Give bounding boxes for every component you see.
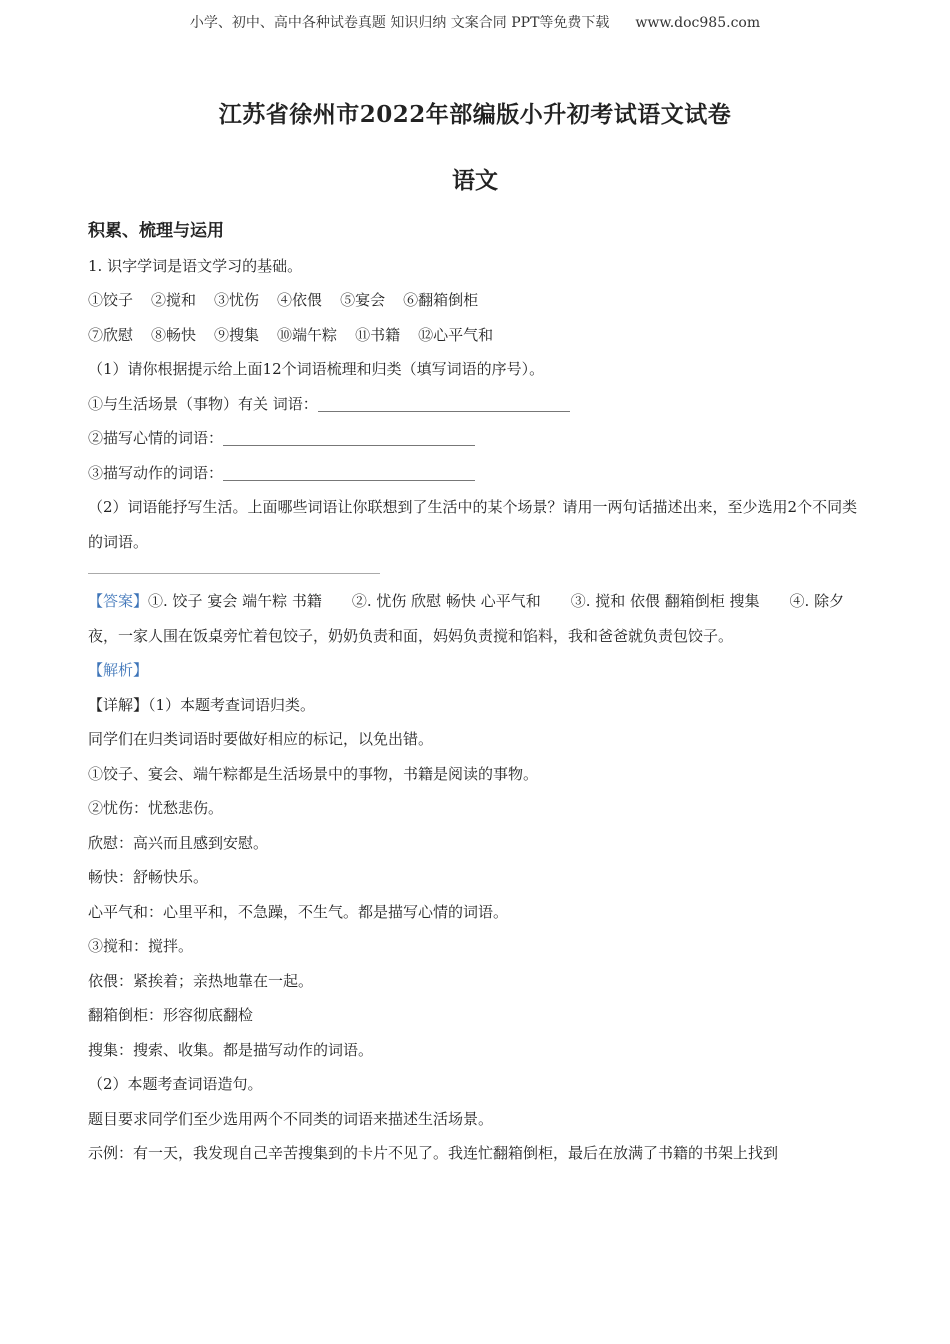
question-part-1: （1）请你根据提示给上面12个词语梳理和归类（填写词语的序号）。 <box>88 360 545 378</box>
analysis-line: 同学们在归类词语时要做好相应的标记，以免出错。 <box>88 730 434 748</box>
word-item: ③忧伤 <box>214 291 260 309</box>
analysis-line: 翻箱倒柜：形容彻底翻检 <box>88 1006 254 1024</box>
word-item: ⑫心平气和 <box>418 325 494 344</box>
word-item: ⑦欣慰 <box>88 325 134 344</box>
analysis-line: ①饺子、宴会、端午粽都是生活场景中的事物，书籍是阅读的事物。 <box>88 764 539 783</box>
answer-blank[interactable] <box>223 464 475 481</box>
word-list-row-1 <box>88 283 868 318</box>
word-item: ⑨搜集 <box>214 325 260 344</box>
answer-block <box>88 584 868 653</box>
fill-blank-label: ②描写心情的词语： <box>88 429 224 447</box>
word-item: ⑥翻箱倒柜 <box>403 291 479 309</box>
word-item: ④依偎 <box>277 291 323 309</box>
word-item: ⑤宴会 <box>340 291 386 309</box>
document-body <box>88 214 868 1171</box>
word-item: ①饺子 <box>88 291 134 309</box>
analysis-line: （2）本题考查词语造句。 <box>88 1075 263 1093</box>
analysis-tag: 【解析】 <box>88 661 149 679</box>
analysis-line: 畅快：舒畅快乐。 <box>88 868 209 886</box>
analysis-line: ③搅和：搅拌。 <box>88 937 194 955</box>
answer-item: ②. 忧伤 欣慰 畅快 心平气和 <box>351 592 541 610</box>
question-stem: 1. 识字学词是语文学习的基础。 <box>88 256 303 275</box>
header-tagline: 小学、初中、高中各种试卷真题 知识归纳 文案合同 PPT等免费下载 <box>189 15 610 31</box>
word-item: ⑪书籍 <box>355 325 401 344</box>
question-part-2: （2）词语能抒写生活。上面哪些词语让你联想到了生活中的某个场景？请用一两句话描述出来，至少选用2个不同类的词语。 <box>88 498 858 551</box>
analysis-line: 题目要求同学们至少选用两个不同类的词语来描述生活场景。 <box>88 1109 494 1128</box>
answer-item: ④. 除夕夜，一家人围在饭桌旁忙着包饺子，奶奶负责和面，妈妈负责搅和馅料，我和爸爸就负责包饺子。 <box>88 592 845 645</box>
analysis-line: 依偎：紧挨着；亲热地靠在一起。 <box>88 971 314 990</box>
answer-blank[interactable] <box>223 429 475 446</box>
analysis-line: 搜集：搜索、收集。都是描写动作的词语。 <box>88 1040 374 1059</box>
answer-item: ③. 搅和 依偎 翻箱倒柜 搜集 <box>570 592 760 610</box>
fill-blank-1 <box>88 387 868 422</box>
section-heading: 积累、梳理与运用 <box>88 221 224 241</box>
fill-blank-label: ③描写动作的词语： <box>88 463 224 482</box>
analysis-line: 欣慰：高兴而且感到安慰。 <box>88 833 269 852</box>
answer-item: ①. 饺子 宴会 端午粽 书籍 <box>148 592 322 610</box>
fill-blank-2 <box>88 421 868 456</box>
header-site-link[interactable]: www.doc985.com <box>635 15 761 31</box>
page-header <box>0 12 950 32</box>
answer-tag: 【答案】 <box>88 592 149 610</box>
analysis-line: 示例：有一天，我发现自己辛苦搜集到的卡片不见了。我连忙翻箱倒柜，最后在放满了书籍的书架上找到 <box>88 1144 779 1162</box>
answer-blank[interactable] <box>318 395 570 412</box>
document-title: 江苏省徐州市2022年部编版小升初考试语文试卷 <box>218 101 732 128</box>
analysis-line: 心平气和：心里平和，不急躁，不生气。都是描写心情的词语。 <box>88 902 509 921</box>
document-subtitle: 语文 <box>452 167 498 194</box>
fill-blank-3 <box>88 456 868 491</box>
fill-blank-label: ①与生活场景（事物）有关 词语： <box>88 394 318 413</box>
analysis-line: ②忧伤：忧愁悲伤。 <box>88 799 224 817</box>
analysis-line: 【详解】（1）本题考查词语归类。 <box>88 695 316 714</box>
word-item: ⑩端午粽 <box>277 325 338 344</box>
word-list-row-2 <box>88 318 868 353</box>
word-item: ②搅和 <box>151 291 197 309</box>
answer-divider <box>88 573 380 574</box>
word-item: ⑧畅快 <box>151 325 197 344</box>
